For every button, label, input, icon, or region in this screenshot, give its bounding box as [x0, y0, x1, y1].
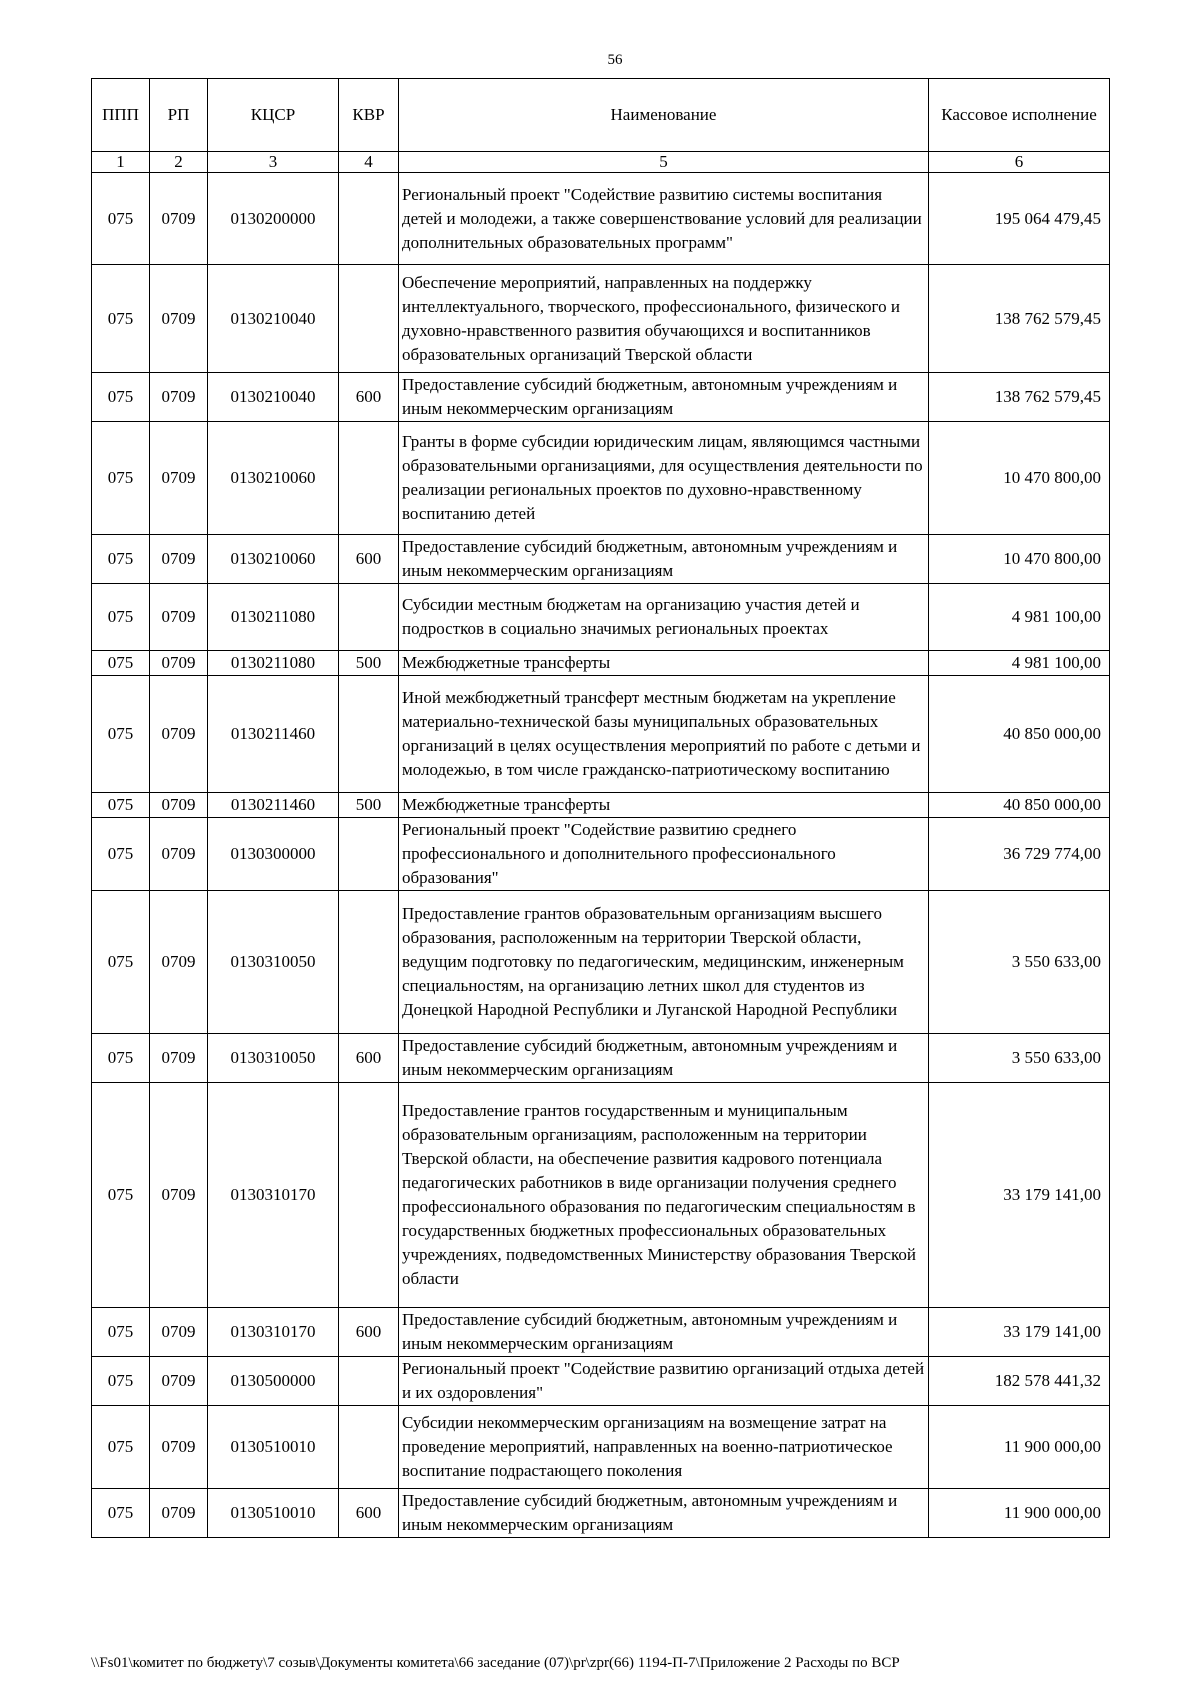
table-row: [92, 535, 1110, 584]
cell-kcsr: 0130500000: [208, 1357, 339, 1406]
cell-amount: 195 064 479,45: [929, 173, 1110, 265]
cell-ppp: 075: [92, 1406, 150, 1489]
cell-rp: 0709: [150, 1034, 208, 1083]
page-number: 56: [607, 52, 623, 68]
table-row: [92, 1406, 1110, 1489]
cell-rp: 0709: [150, 1308, 208, 1357]
cell-kvr: 600: [339, 373, 399, 422]
header-kcsr: КЦСР: [208, 79, 339, 152]
cell-name: Предоставление субсидий бюджетным, автономным учреждениям и иным некоммерческим организациям: [399, 1308, 929, 1357]
cell-name: Предоставление субсидий бюджетным, автономным учреждениям и иным некоммерческим организациям: [399, 373, 929, 422]
cell-rp: 0709: [150, 651, 208, 676]
table-row: [92, 818, 1110, 891]
cell-name: Гранты в форме субсидии юридическим лицам, являющимся частными образовательными организациями, для осуществления деятельности по реализации региональных проектов по духовно-нравственному воспитанию детей: [399, 422, 929, 535]
cell-rp: 0709: [150, 676, 208, 793]
cell-kcsr: 0130510010: [208, 1406, 339, 1489]
cell-ppp: 075: [92, 265, 150, 373]
cell-kvr: [339, 891, 399, 1034]
cell-name: Региональный проект "Содействие развитию среднего профессионального и дополнительного профессионального образования": [399, 818, 929, 891]
cell-name: Региональный проект "Содействие развитию системы воспитания детей и молодежи, а также совершенствование условий для реализации дополнительных образовательных программ": [399, 173, 929, 265]
cell-name: Предоставление грантов государственным и муниципальным образовательным организациям, расположенным на территории Тверской области, на обеспечение развития кадрового потенциала педагогических работников в виде организации получения среднего профессионального образования по педагогическим специальностям в государственных бюджетных профессиональных образовательных учреждениях, подведомственных Министерству образования Тверской области: [399, 1083, 929, 1308]
table-row: [92, 1489, 1110, 1538]
cell-rp: 0709: [150, 793, 208, 818]
cell-amount: 3 550 633,00: [929, 1034, 1110, 1083]
cell-kvr: [339, 584, 399, 651]
cell-rp: 0709: [150, 535, 208, 584]
cell-name: Субсидии некоммерческим организациям на возмещение затрат на проведение мероприятий, направленных на военно-патриотическое воспитание подрастающего поколения: [399, 1406, 929, 1489]
cell-kvr: 500: [339, 651, 399, 676]
table-row: [92, 651, 1110, 676]
cell-ppp: 075: [92, 584, 150, 651]
cell-amount: 40 850 000,00: [929, 676, 1110, 793]
cell-kcsr: 0130510010: [208, 1489, 339, 1538]
cell-kcsr: 0130210040: [208, 265, 339, 373]
table-row: [92, 422, 1110, 535]
budget-table: [91, 78, 1110, 1538]
header-rp: РП: [150, 79, 208, 152]
cell-kvr: [339, 818, 399, 891]
cell-ppp: 075: [92, 793, 150, 818]
table-row: [92, 265, 1110, 373]
cell-amount: 33 179 141,00: [929, 1083, 1110, 1308]
cell-rp: 0709: [150, 891, 208, 1034]
table-row: [92, 891, 1110, 1034]
cell-kvr: [339, 1083, 399, 1308]
cell-name: Межбюджетные трансферты: [399, 793, 929, 818]
cell-ppp: 075: [92, 1357, 150, 1406]
cell-ppp: 075: [92, 1083, 150, 1308]
column-number-row: [92, 152, 1110, 173]
cell-kvr: [339, 422, 399, 535]
cell-rp: 0709: [150, 818, 208, 891]
column-number: 1: [92, 152, 150, 173]
cell-kvr: [339, 676, 399, 793]
cell-kvr: 500: [339, 793, 399, 818]
cell-name: Предоставление грантов образовательным организациям высшего образования, расположенным на территории Тверской области, ведущим подготовку по педагогическим, медицинским, инженерным специальностям, на организацию летних школ для студентов из Донецкой Народной Республики и Луганской Народной Республики: [399, 891, 929, 1034]
cell-kcsr: 0130310170: [208, 1308, 339, 1357]
column-number: 5: [399, 152, 929, 173]
cell-amount: 10 470 800,00: [929, 422, 1110, 535]
cell-kcsr: 0130210060: [208, 422, 339, 535]
footer-file-path: \\Fs01\комитет по бюджету\7 созыв\Документы комитета\66 заседание (07)\pr\zpr(66) 1194-П-7\Приложение 2 Расходы по ВСР: [91, 1655, 900, 1671]
cell-name: Предоставление субсидий бюджетным, автономным учреждениям и иным некоммерческим организациям: [399, 535, 929, 584]
column-number: 6: [929, 152, 1110, 173]
cell-ppp: 075: [92, 1034, 150, 1083]
cell-kvr: [339, 173, 399, 265]
cell-amount: 40 850 000,00: [929, 793, 1110, 818]
cell-rp: 0709: [150, 265, 208, 373]
header-name: Наименование: [399, 79, 929, 152]
cell-kcsr: 0130200000: [208, 173, 339, 265]
cell-kvr: [339, 1357, 399, 1406]
table-row: [92, 793, 1110, 818]
cell-ppp: 075: [92, 818, 150, 891]
cell-kvr: 600: [339, 1489, 399, 1538]
table-row: [92, 584, 1110, 651]
cell-name: Иной межбюджетный трансферт местным бюджетам на укрепление материально-технической базы муниципальных образовательных организаций в целях осуществления мероприятий по работе с детьми и молодежью, в том числе гражданско-патриотическому воспитанию: [399, 676, 929, 793]
cell-kcsr: 0130210040: [208, 373, 339, 422]
cell-kcsr: 0130310170: [208, 1083, 339, 1308]
cell-name: Обеспечение мероприятий, направленных на поддержку интеллектуального, творческого, профессионального, физического и духовно-нравственного развития обучающихся и воспитанников образовательных организаций Тверской области: [399, 265, 929, 373]
table-row: [92, 1034, 1110, 1083]
cell-amount: 11 900 000,00: [929, 1489, 1110, 1538]
cell-kcsr: 0130211460: [208, 676, 339, 793]
cell-ppp: 075: [92, 173, 150, 265]
cell-rp: 0709: [150, 1083, 208, 1308]
cell-kcsr: 0130300000: [208, 818, 339, 891]
cell-ppp: 075: [92, 373, 150, 422]
cell-amount: 138 762 579,45: [929, 373, 1110, 422]
header-row: [92, 79, 1110, 152]
cell-amount: 4 981 100,00: [929, 584, 1110, 651]
table-row: [92, 173, 1110, 265]
cell-kcsr: 0130310050: [208, 891, 339, 1034]
header-ppp: ППП: [92, 79, 150, 152]
cell-kcsr: 0130310050: [208, 1034, 339, 1083]
cell-rp: 0709: [150, 1406, 208, 1489]
cell-ppp: 075: [92, 651, 150, 676]
cell-amount: 3 550 633,00: [929, 891, 1110, 1034]
cell-name: Предоставление субсидий бюджетным, автономным учреждениям и иным некоммерческим организациям: [399, 1489, 929, 1538]
cell-kcsr: 0130211080: [208, 584, 339, 651]
cell-ppp: 075: [92, 1308, 150, 1357]
cell-rp: 0709: [150, 1489, 208, 1538]
cell-amount: 33 179 141,00: [929, 1308, 1110, 1357]
cell-amount: 4 981 100,00: [929, 651, 1110, 676]
cell-ppp: 075: [92, 422, 150, 535]
cell-rp: 0709: [150, 1357, 208, 1406]
header-amount: Кассовое исполнение: [929, 79, 1110, 152]
cell-kvr: 600: [339, 535, 399, 584]
table-row: [92, 1357, 1110, 1406]
cell-amount: 10 470 800,00: [929, 535, 1110, 584]
cell-kcsr: 0130211080: [208, 651, 339, 676]
table-row: [92, 1083, 1110, 1308]
cell-ppp: 075: [92, 1489, 150, 1538]
column-number: 3: [208, 152, 339, 173]
cell-kcsr: 0130210060: [208, 535, 339, 584]
cell-ppp: 075: [92, 676, 150, 793]
cell-kvr: [339, 265, 399, 373]
cell-amount: 11 900 000,00: [929, 1406, 1110, 1489]
table-row: [92, 373, 1110, 422]
cell-rp: 0709: [150, 584, 208, 651]
cell-rp: 0709: [150, 422, 208, 535]
cell-kvr: 600: [339, 1308, 399, 1357]
table-row: [92, 1308, 1110, 1357]
cell-rp: 0709: [150, 173, 208, 265]
cell-rp: 0709: [150, 373, 208, 422]
cell-name: Предоставление субсидий бюджетным, автономным учреждениям и иным некоммерческим организациям: [399, 1034, 929, 1083]
table-body: [92, 173, 1110, 1538]
cell-kvr: 600: [339, 1034, 399, 1083]
table-row: [92, 676, 1110, 793]
cell-ppp: 075: [92, 535, 150, 584]
cell-ppp: 075: [92, 891, 150, 1034]
cell-amount: 182 578 441,32: [929, 1357, 1110, 1406]
header-kvr: КВР: [339, 79, 399, 152]
cell-amount: 36 729 774,00: [929, 818, 1110, 891]
column-number: 4: [339, 152, 399, 173]
cell-amount: 138 762 579,45: [929, 265, 1110, 373]
column-number: 2: [150, 152, 208, 173]
cell-kvr: [339, 1406, 399, 1489]
cell-kcsr: 0130211460: [208, 793, 339, 818]
cell-name: Межбюджетные трансферты: [399, 651, 929, 676]
cell-name: Региональный проект "Содействие развитию организаций отдыха детей и их оздоровления": [399, 1357, 929, 1406]
cell-name: Субсидии местным бюджетам на организацию участия детей и подростков в социально значимых региональных проектах: [399, 584, 929, 651]
